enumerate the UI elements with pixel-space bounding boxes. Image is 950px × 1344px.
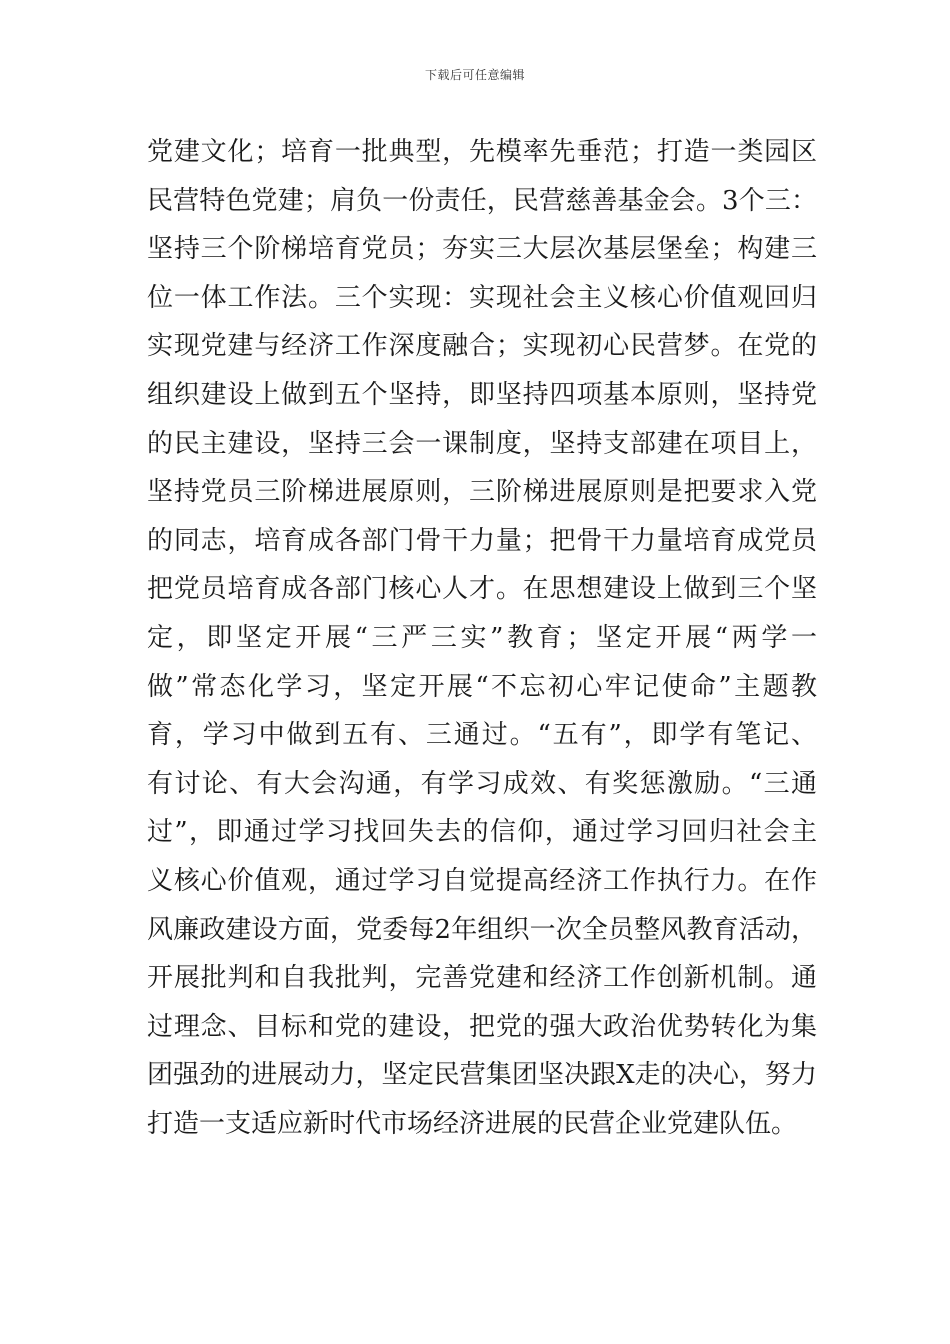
text-line: 坚持党员三阶梯进展原则，三阶梯进展原则是把要求入党: [147, 477, 817, 508]
text-line: 团强劲的进展动力，坚定民营集团坚决跟X走的决心，努力: [147, 1060, 817, 1091]
text-line: 风廉政建设方面，党委每2年组织一次全员整风教育活动，: [147, 914, 817, 945]
text-line: 做”常态化学习，坚定开展“不忘初心牢记使命”主题教: [147, 671, 817, 702]
text-line: 组织建设上做到五个坚持，即坚持四项基本原则，坚持党: [147, 379, 817, 410]
body-text: [147, 128, 817, 1148]
text-line: 义核心价值观，通过学习自觉提高经济工作执行力。在作: [147, 865, 817, 896]
text-line: 育，学习中做到五有、三通过。“五有”，即学有笔记、: [147, 720, 817, 751]
text-line: 党建文化；培育一批典型，先模率先垂范；打造一类园区: [147, 137, 817, 167]
text-line: 打造一支适应新时代市场经济进展的民营企业党建队伍。: [147, 1108, 798, 1139]
text-line: 民营特色党建；肩负一份责任，民营慈善基金会。3个三：: [147, 185, 817, 216]
text-line: 过”，即通过学习找回失去的信仰，通过学习回归社会主: [147, 817, 817, 848]
text-line: 位一体工作法。三个实现：实现社会主义核心价值观回归: [147, 282, 817, 313]
text-line: 的民主建设，坚持三会一课制度，坚持支部建在项目上，: [147, 428, 817, 459]
text-line: 坚持三个阶梯培育党员；夯实三大层次基层堡垒；构建三: [147, 234, 817, 265]
text-line: 过理念、目标和党的建设，把党的强大政治优势转化为集: [147, 1011, 817, 1042]
text-line: 开展批判和自我批判，完善党建和经济工作创新机制。通: [147, 963, 817, 994]
page-header-note: 下载后可任意编辑: [424, 68, 525, 82]
text-line: 有讨论、有大会沟通，有学习成效、有奖惩激励。“三通: [147, 768, 817, 799]
text-line: 定，即坚定开展“三严三实”教育；坚定开展“两学一: [147, 622, 817, 653]
text-line: 实现党建与经济工作深度融合；实现初心民营梦。在党的: [147, 331, 817, 362]
text-line: 把党员培育成各部门核心人才。在思想建设上做到三个坚: [147, 574, 817, 605]
text-line: 的同志，培育成各部门骨干力量；把骨干力量培育成党员: [147, 525, 817, 556]
